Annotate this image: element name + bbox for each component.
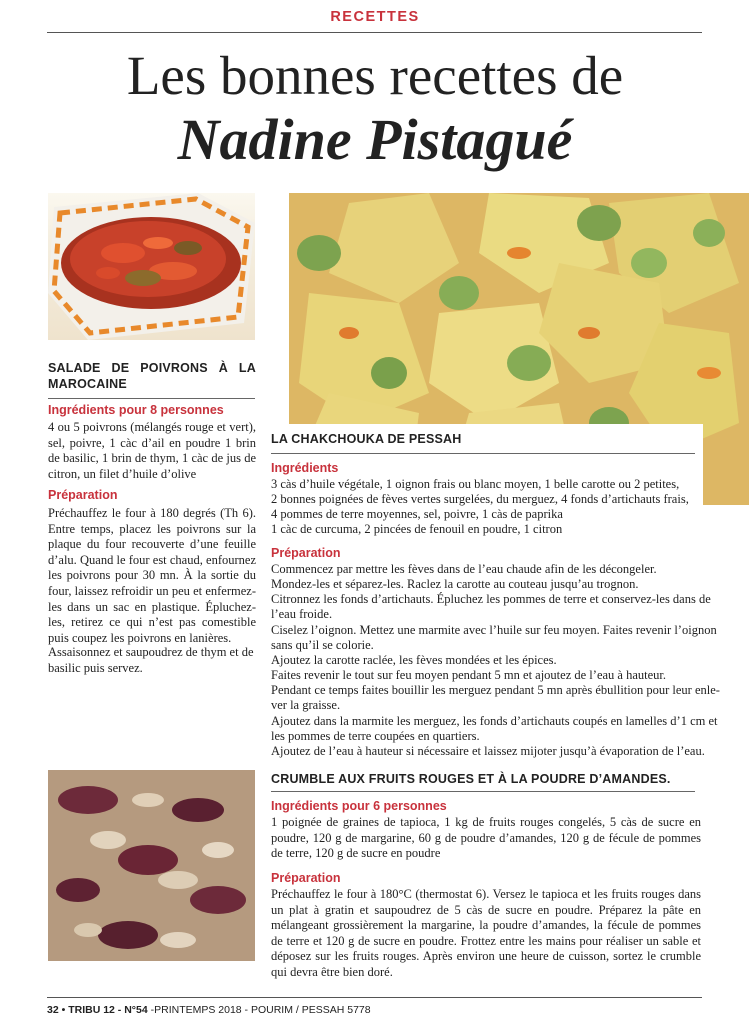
crumble-ingredients: 1 poignée de graines de tapioca, 1 kg de fruits rouges congelés, 5 càs de sucre en poudre, 120 g de margarine, 60 g de poudre d’amandes, 120 g de fécule de pommes de terre, 120 g de sucre en poudre	[271, 815, 701, 861]
chakchouka-prep-line: ver la graisse.	[271, 698, 341, 712]
footer-divider	[47, 997, 702, 998]
top-divider	[47, 32, 702, 33]
crumble-heading: CRUMBLE AUX FRUITS ROUGES ET À LA POUDRE D’AMANDES.	[271, 772, 671, 786]
crumble-photo	[48, 770, 255, 961]
chakchouka-ingredient-line: 2 bonnes poignées de fèves vertes surgelées, du merguez, 4 fonds d’artichauts frais,	[271, 492, 689, 506]
footer-bullet: •	[61, 1004, 66, 1016]
chakchouka-prep-line: Ajoutez la carotte raclée, les fèves mondées et les épices.	[271, 653, 557, 667]
footer	[47, 1004, 371, 1016]
salade-photo	[48, 193, 255, 340]
issue-info: -PRINTEMPS 2018 - POURIM / PESSAH 5778	[150, 1004, 371, 1016]
crumble-divider	[271, 791, 695, 792]
chakchouka-prep-line: Citronnez les fonds d’artichauts. Épluchez les pommes de terre et conservez-les dans de	[271, 592, 711, 606]
salade-divider	[48, 398, 255, 399]
chakchouka-prep-line: Ajoutez dans la marmite les merguez, les fonds d’artichauts coupés en lamelles d’1 cm et	[271, 714, 718, 728]
chakchouka-prep-line: Pendant ce temps faites bouillir les merguez pendant 5 mn après ébullition pour leur enle-	[271, 683, 720, 697]
crumble-preparation-title: Préparation	[271, 871, 341, 885]
chakchouka-ingredient-line: 4 pommes de terre moyennes, sel, poivre, 1 càs de paprika	[271, 507, 563, 521]
chakchouka-prep-line: Ajoutez de l’eau à hauteur si nécessaire et laissez mijoter jusqu’à évaporation de l’eau.	[271, 744, 705, 758]
chakchouka-divider	[271, 453, 695, 454]
salade-illustration	[48, 193, 255, 340]
salade-preparation-end: Assaisonnez et saupoudrez de thym et de basilic puis servez.	[48, 645, 254, 675]
chakchouka-prep-line: Commencez par mettre les fèves dans de l’eau chaude afin de les décongeler.	[271, 562, 657, 576]
salade-ingredients: 4 ou 5 poivrons (mélangés rouge et vert), sel, poivre, 1 càc d’ail en poudre 1 brin de basilic, 1 brin de thym, 1 càc de jus de citron, un filet d’huile d’olive	[48, 420, 256, 481]
chakchouka-ingredient-line: 1 càc de curcuma, 2 pincées de fenouil en poudre, 1 citron	[271, 522, 563, 536]
page-title-line-1: Les bonnes recettes de	[126, 45, 624, 106]
salade-heading: SALADE DE POIVRONS À LA MAROCAINE	[48, 361, 256, 391]
chakchouka-prep-line: Faites revenir le tout sur feu moyen pendant 5 mn et ajoutez de l’eau à hauteur.	[271, 668, 667, 682]
salade-preparation: Préchauffez le four à 180 degrés (Th 6). Entre temps, placez les poivrons sur la plaque du four recouverte d’une feuille d’alu. Quand le four est chaud, enfournez les poivrons pour 30 mn. À la sortie du four, laissez refroidir un peu et enfermez-les dans un sac en plastique. Épluchez-les, retirez ce qui n’est pas comestible puis coupez les poivrons en lanières.	[48, 506, 256, 645]
magazine-name: TRIBU 12 - N°54	[68, 1004, 148, 1016]
page-number: 32	[47, 1004, 59, 1016]
chakchouka-prep-line: Ciselez l’oignon. Mettez une marmite avec l’huile sur feu moyen. Faites revenir l’oignon	[271, 623, 717, 637]
page-title-line-2: Nadine Pistagué	[177, 107, 573, 172]
crumble-preparation: Préchauffez le four à 180°C (thermostat 6). Versez le tapioca et les fruits rouges dans un plat à gratin et saupoudrez de 5 càs de sucre en poudre. Préparez la pâte en mélangeant grossièrement la margarine, la poudre d’amandes, la fécule de pommes de terre et 120 g de sucre en poudre. Frottez entre les mains pour réaliser un sable et déposez sur les fruits rouges. Après environ une heure de cuisson, sortez le crumble qui devra être bien doré.	[271, 887, 701, 979]
chakchouka-heading: LA CHAKCHOUKA DE PESSAH	[271, 432, 462, 446]
section-label: RECETTES	[330, 9, 420, 25]
chakchouka-ingredients-title: Ingrédients	[271, 461, 339, 475]
chakchouka-prep-line: sans qu’il se colorie.	[271, 638, 374, 652]
chakchouka-preparation-title: Préparation	[271, 546, 341, 560]
crumble-illustration	[48, 770, 255, 961]
chakchouka-prep-line: Mondez-les et séparez-les. Raclez la carotte au couteau jusqu’au trognon.	[271, 577, 639, 591]
crumble-ingredients-title: Ingrédients pour 6 personnes	[271, 799, 447, 813]
salade-preparation-title: Préparation	[48, 488, 118, 502]
salade-ingredients-title: Ingrédients pour 8 personnes	[48, 403, 224, 417]
chakchouka-prep-line: l’eau froide.	[271, 607, 333, 621]
chakchouka-ingredient-line: 3 càs d’huile végétale, 1 oignon frais ou blanc moyen, 1 belle carotte ou 2 petites,	[271, 477, 680, 491]
chakchouka-prep-line: les pommes de terre coupées en quartiers.	[271, 729, 480, 743]
